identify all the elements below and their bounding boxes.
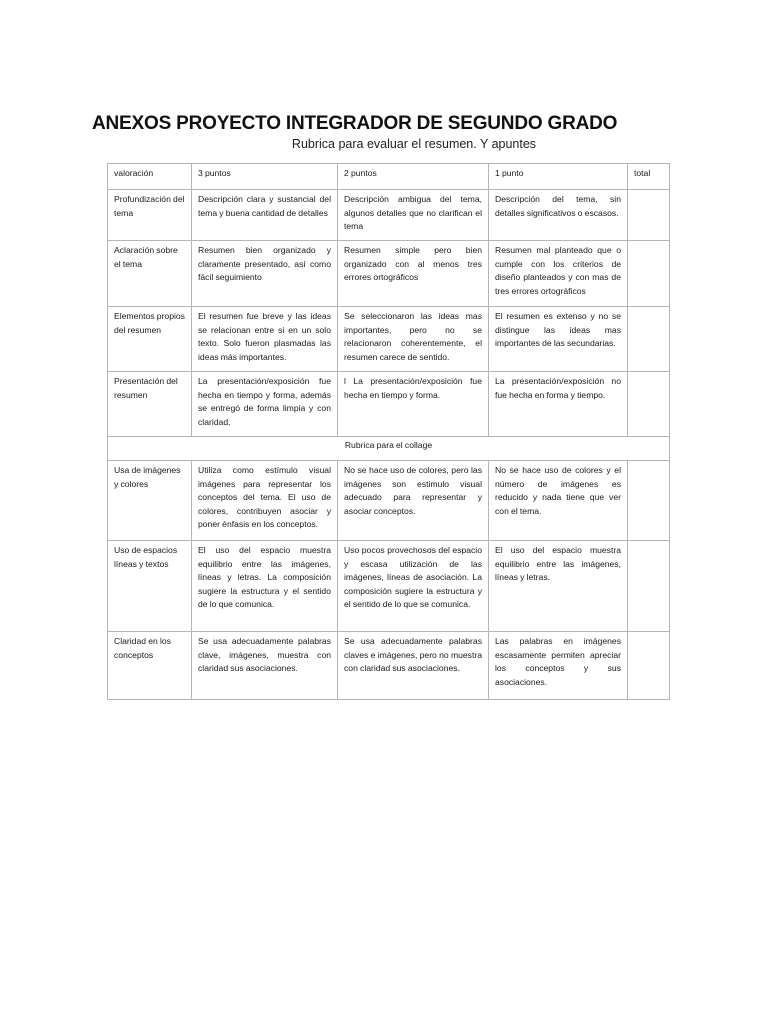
score-3-cell: El resumen fue breve y las ideas se relacionan entre si en un solo texto. Solo fueron plasmadas las ideas más importantes. xyxy=(192,307,338,372)
score-3-cell: La presentación/exposición fue hecha en tiempo y forma, además se entregó de forma limpia y con claridad. xyxy=(192,372,338,437)
total-cell xyxy=(628,461,670,541)
total-cell xyxy=(628,541,670,632)
score-2-cell: Resumen simple pero bien organizado con al menos tres errores ortográficos xyxy=(338,241,489,307)
score-1-cell: El uso del espacio muestra equilibrio entre las imágenes, líneas y letras. xyxy=(489,541,628,632)
score-3-cell: Resumen bien organizado y claramente presentado, así como fácil seguimiento xyxy=(192,241,338,307)
section-label-collage: Rubrica para el collage xyxy=(108,437,670,461)
header-cell-total: total xyxy=(628,164,670,190)
score-1-cell: Resumen mal planteado que o cumple con los criterios de diseño planteados y con mas de tres errores ortográficos xyxy=(489,241,628,307)
table-row xyxy=(108,541,670,632)
section-row xyxy=(108,437,670,461)
table-row xyxy=(108,372,670,437)
score-2-cell: No se hace uso de colores, pero las imágenes son estimulo visual adecuado para representar y asociar conceptos. xyxy=(338,461,489,541)
score-1-cell: El resumen es extenso y no se distingue las ideas mas importantes de las secundarias. xyxy=(489,307,628,372)
table-row xyxy=(108,307,670,372)
score-3-cell: Descripción clara y sustancial del tema y buena cantidad de detalles xyxy=(192,190,338,241)
total-cell xyxy=(628,190,670,241)
page-subtitle: Rubrica para evaluar el resumen. Y apuntes xyxy=(291,137,537,151)
score-1-cell: Las palabras en imágenes escasamente permiten apreciar los conceptos y sus asociaciones. xyxy=(489,632,628,700)
page-title: ANEXOS PROYECTO INTEGRADOR DE SEGUNDO GRADO xyxy=(92,113,618,134)
score-3-cell: Utiliza como estímulo visual imágenes para representar los conceptos del tema. El uso de colores, contribuyen asociar y poner énfasis en los conceptos. xyxy=(192,461,338,541)
table-row xyxy=(108,632,670,700)
criterion-cell: Profundización del tema xyxy=(108,190,192,241)
table-row xyxy=(108,461,670,541)
criterion-cell: Presentación del resumen xyxy=(108,372,192,437)
header-cell-1-punto: 1 punto xyxy=(489,164,628,190)
score-2-cell: Descripción ambigua del tema, algunos detalles que no clarifican el tema xyxy=(338,190,489,241)
table-row xyxy=(108,190,670,241)
criterion-cell: Uso de espacios líneas y textos xyxy=(108,541,192,632)
table-header-row xyxy=(108,164,670,190)
score-2-cell: Se usa adecuadamente palabras claves e imágenes, pero no muestra con claridad sus asociaciones. xyxy=(338,632,489,700)
score-2-cell: Se seleccionaron las ideas mas importantes, pero no se relacionaron coherentemente, el resumen carece de sentido. xyxy=(338,307,489,372)
score-2-cell: Uso pocos provechosos del espacio y escasa utilización de las imágenes, líneas de asociación. La composición sugiere la estructura y el sentido de lo que se comunica. xyxy=(338,541,489,632)
total-cell xyxy=(628,307,670,372)
score-1-cell: La presentación/exposición no fue hecha en forma y tiempo. xyxy=(489,372,628,437)
score-1-cell: Descripción del tema, sin detalles significativos o escasos. xyxy=(489,190,628,241)
header-cell-2-puntos: 2 puntos xyxy=(338,164,489,190)
criterion-cell: Claridad en los conceptos xyxy=(108,632,192,700)
total-cell xyxy=(628,241,670,307)
score-2-cell: l La presentación/exposición fue hecha en tiempo y forma. xyxy=(338,372,489,437)
total-cell xyxy=(628,372,670,437)
criterion-cell: Usa de imágenes y colores xyxy=(108,461,192,541)
criterion-cell: Elementos propios del resumen xyxy=(108,307,192,372)
score-3-cell: Se usa adecuadamente palabras clave, imágenes, muestra con claridad sus asociaciones. xyxy=(192,632,338,700)
header-cell-3-puntos: 3 puntos xyxy=(192,164,338,190)
total-cell xyxy=(628,632,670,700)
table-row xyxy=(108,241,670,307)
criterion-cell: Aclaración sobre el tema xyxy=(108,241,192,307)
score-3-cell: El uso del espacio muestra equilibrio entre las imágenes, líneas y letras. La composición sugiere la estructura y el sentido de lo que comunica. xyxy=(192,541,338,632)
rubric-table xyxy=(107,163,670,700)
score-1-cell: No se hace uso de colores y el número de imágenes es reducido y nada tiene que ver con el tema. xyxy=(489,461,628,541)
header-cell-valoracion: valoración xyxy=(108,164,192,190)
